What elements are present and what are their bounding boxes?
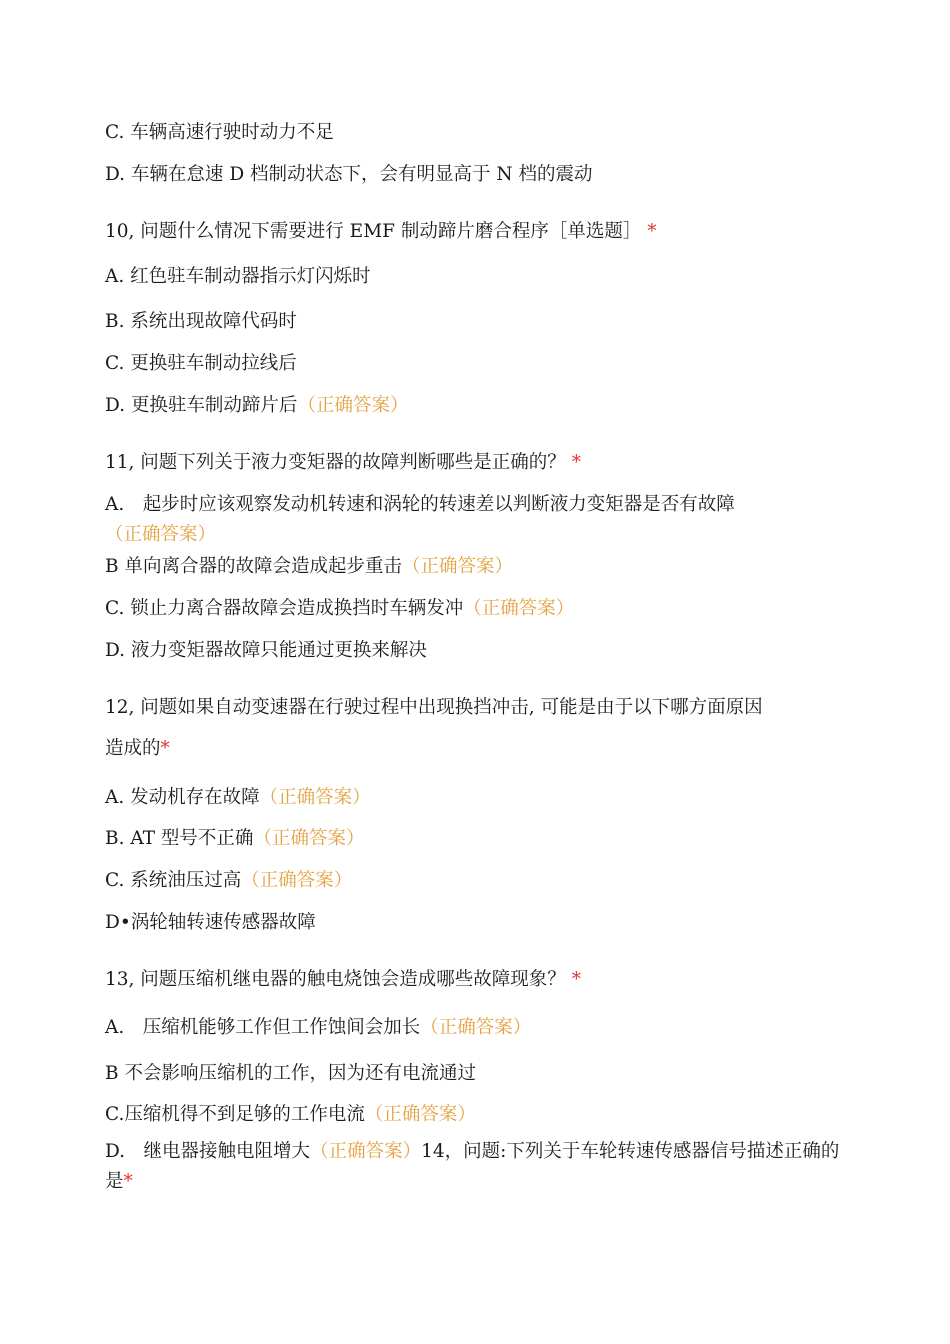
correct-answer-tag: （正确答案） xyxy=(253,828,365,849)
option-a-q12 xyxy=(105,783,371,813)
question-14-text: 14，问题:下列关于车轮转速传感器信号描述正确的是 xyxy=(105,1141,840,1192)
option-text: B 不会影响压缩机的工作，因为还有电流通过 xyxy=(105,1063,476,1084)
option-text: C. 车辆高速行驶时动力不足 xyxy=(105,122,334,143)
option-b-q12 xyxy=(105,824,364,854)
option-text: D. 继电器接触电阻增大 xyxy=(105,1141,311,1162)
option-d-q12 xyxy=(105,908,316,938)
correct-answer-tag: （正确答案） xyxy=(310,1141,422,1162)
required-star: * xyxy=(571,969,581,990)
question-12 xyxy=(105,693,763,723)
option-text: B. 系统出现故障代码时 xyxy=(105,311,297,332)
option-text: A. 发动机存在故障 xyxy=(105,787,260,808)
correct-answer-tag: （正确答案） xyxy=(105,524,217,545)
option-text: B. AT 型号不正确 xyxy=(105,828,254,849)
option-c-q13 xyxy=(105,1100,476,1130)
question-11 xyxy=(105,448,581,478)
option-a-q10 xyxy=(105,262,371,292)
option-text: C. 锁止力离合器故障会造成换挡时车辆发冲 xyxy=(105,598,464,619)
required-star: * xyxy=(123,1171,133,1192)
question-13 xyxy=(105,965,581,995)
option-b-q10 xyxy=(105,307,297,337)
option-c-q9 xyxy=(105,118,334,148)
option-d-q10 xyxy=(105,391,408,421)
option-text: D. 车辆在怠速 D 档制动状态下，会有明显高于 N 档的震动 xyxy=(105,164,593,185)
option-text: D•涡轮轴转速传感器故障 xyxy=(105,912,316,933)
option-d-q13 xyxy=(105,1137,840,1197)
required-star: * xyxy=(160,738,170,759)
option-text: B 单向离合器的故障会造成起步重击 xyxy=(105,556,402,577)
option-c-q12 xyxy=(105,866,352,896)
option-text: D. 液力变矩器故障只能通过更换来解决 xyxy=(105,640,427,661)
option-d-q9 xyxy=(105,160,592,190)
question-text: 10, 问题什么情况下需要进行 EMF 制动蹄片磨合程序［单选题］ xyxy=(105,221,642,242)
option-c-q10 xyxy=(105,349,297,379)
option-b-q13 xyxy=(105,1059,476,1089)
question-text: 13, 问题压缩机继电器的触电烧蚀会造成哪些故障现象？ xyxy=(105,969,566,990)
correct-answer-tag: （正确答案） xyxy=(297,395,409,416)
option-text: C.压缩机得不到足够的工作电流 xyxy=(105,1104,365,1125)
question-text: 12, 问题如果自动变速器在行驶过程中出现换挡冲击, 可能是由于以下哪方面原因 xyxy=(105,697,763,718)
option-a-q13 xyxy=(105,1013,531,1043)
option-c-q11 xyxy=(105,594,574,624)
option-d-q11 xyxy=(105,636,427,666)
required-star: * xyxy=(647,221,657,242)
option-text: A. 起步时应该观察发动机转速和涡轮的转速差以判断液力变矩器是否有故障 xyxy=(105,494,735,515)
option-b-q11 xyxy=(105,552,513,582)
option-text: C. 更换驻车制动拉线后 xyxy=(105,353,297,374)
required-star: * xyxy=(571,452,581,473)
option-text: A. 红色驻车制动器指示灯闪烁时 xyxy=(105,266,371,287)
correct-answer-tag: （正确答案） xyxy=(463,598,575,619)
correct-answer-tag: （正确答案） xyxy=(241,870,353,891)
correct-answer-tag: （正确答案） xyxy=(259,787,371,808)
question-text: 造成的 xyxy=(105,738,161,759)
question-12-continuation xyxy=(105,734,170,764)
correct-answer-tag: （正确答案） xyxy=(420,1017,532,1038)
correct-answer-tag: （正确答案） xyxy=(401,556,513,577)
question-10 xyxy=(105,217,657,247)
option-text: A. 压缩机能够工作但工作蚀间会加长 xyxy=(105,1017,421,1038)
option-a-q11 xyxy=(105,490,840,550)
option-text: D. 更换驻车制动蹄片后 xyxy=(105,395,298,416)
option-text: C. 系统油压过高 xyxy=(105,870,242,891)
correct-answer-tag: （正确答案） xyxy=(364,1104,476,1125)
question-text: 11, 问题下列关于液力变矩器的故障判断哪些是正确的？ xyxy=(105,452,566,473)
